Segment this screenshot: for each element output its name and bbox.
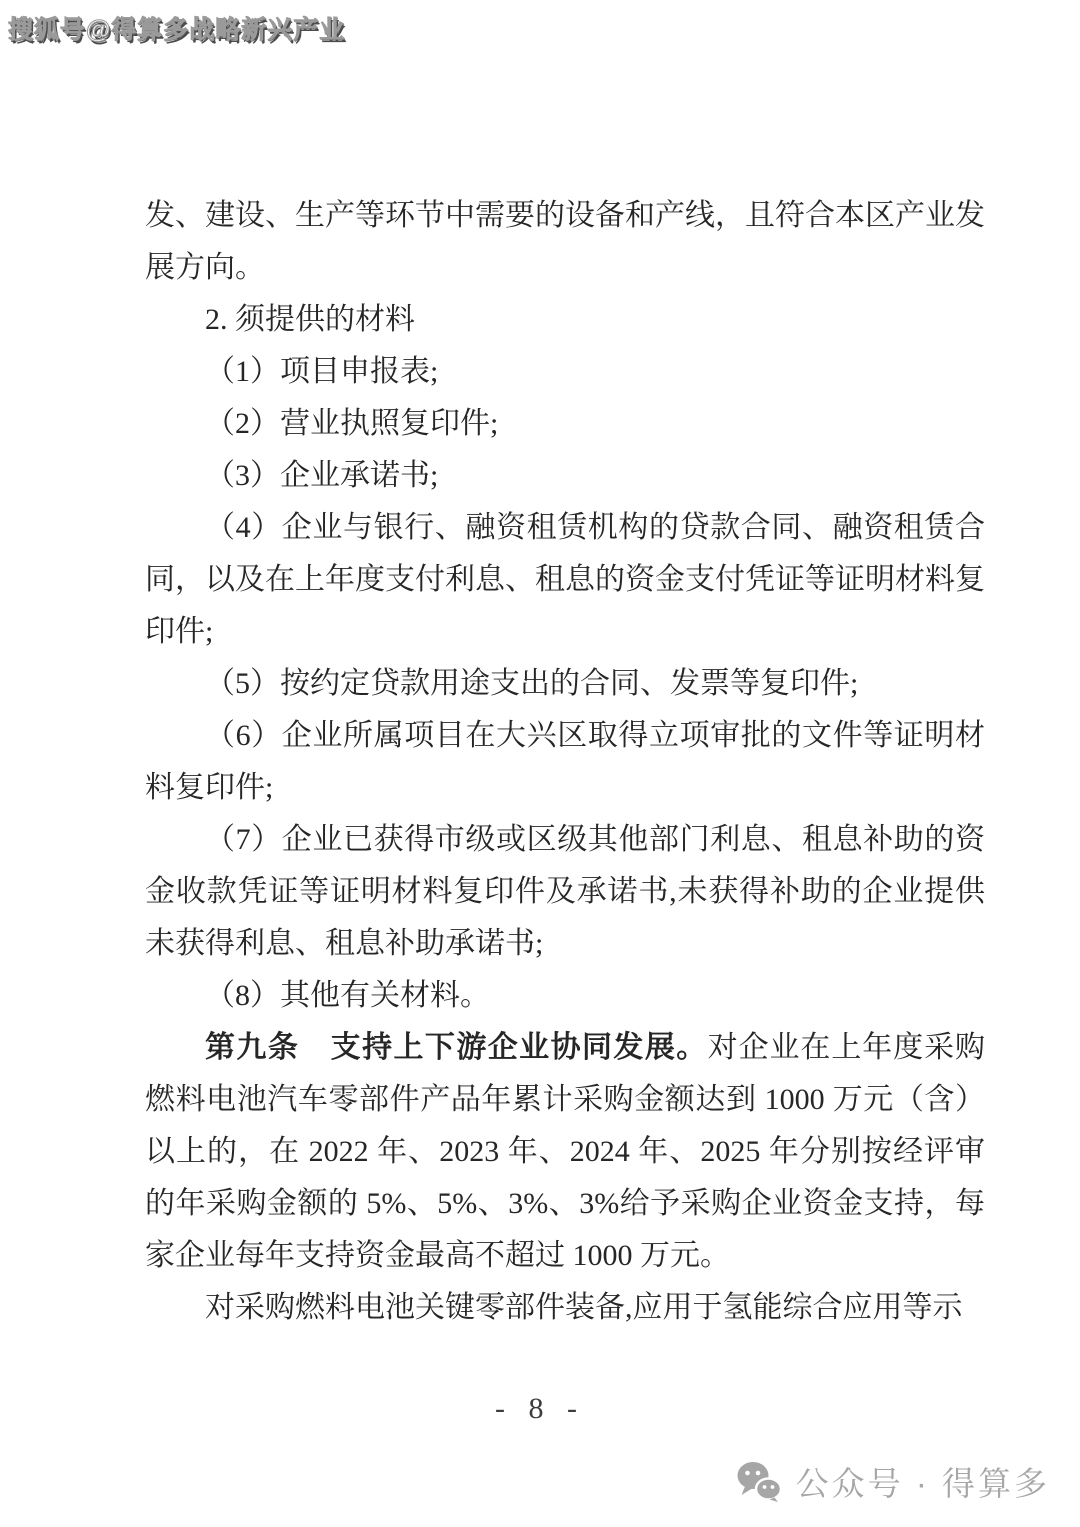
paragraph-text: （7）企业已获得市级或区级其他部门利息、租息补助的资金收款凭证等证明材料复印件及承诺书,未获得补助的企业提供未获得利息、租息补助承诺书; xyxy=(145,823,985,960)
paragraph xyxy=(145,346,985,398)
paragraph-text: （2）营业执照复印件; xyxy=(205,407,499,440)
paragraph xyxy=(145,1282,985,1334)
page-number: - 8 - xyxy=(495,1392,585,1425)
paragraph-text: （4）企业与银行、融资租赁机构的贷款合同、融资租赁合同，以及在上年度支付利息、租息的资金支付凭证等证明材料复印件; xyxy=(145,511,985,648)
paragraph-text: （6）企业所属项目在大兴区取得立项审批的文件等证明材料复印件; xyxy=(145,719,985,804)
wechat-footer-badge xyxy=(736,1458,1050,1505)
wechat-icon xyxy=(736,1461,782,1503)
sohu-watermark: 搜狐号@得算多战略新兴产业 xyxy=(8,16,346,44)
paragraph xyxy=(145,658,985,710)
paragraph-text: （5）按约定贷款用途支出的合同、发票等复印件; xyxy=(205,667,859,700)
paragraph-text: 对企业在上年度采购燃料电池汽车零部件产品年累计采购金额达到 1000 万元（含）以上的，在 2022 年、2023 年、2024 年、2025 年分别按经评审的年采购金额的 5%、5%、3%、3%给予采购企业资金支持，每家企业每年支持资金最高不超过 1000 万元。 xyxy=(145,1031,986,1272)
article-heading: 第九条 支持上下游企业协同发展。 xyxy=(205,1031,708,1064)
paragraph-text: （3）企业承诺书; xyxy=(205,459,439,492)
paragraph xyxy=(145,970,985,1022)
paragraph xyxy=(145,190,985,294)
paragraph-text: 对采购燃料电池关键零部件装备,应用于氢能综合应用等示 xyxy=(205,1291,963,1324)
wechat-account-label: 公众号 · 得算多 xyxy=(795,1465,1050,1502)
paragraph-text: 发、建设、生产等环节中需要的设备和产线，且符合本区产业发展方向。 xyxy=(145,199,985,284)
paragraph xyxy=(145,502,985,658)
paragraph xyxy=(145,814,985,970)
paragraph xyxy=(145,294,985,346)
paragraph-text: （8）其他有关材料。 xyxy=(205,979,490,1012)
paragraph-text: 2. 须提供的材料 xyxy=(205,303,415,336)
paragraph xyxy=(145,710,985,814)
paragraph-text: （1）项目申报表; xyxy=(205,355,439,388)
paragraph xyxy=(145,1022,985,1282)
document-body xyxy=(145,190,985,1334)
paragraph xyxy=(145,450,985,502)
paragraph xyxy=(145,398,985,450)
